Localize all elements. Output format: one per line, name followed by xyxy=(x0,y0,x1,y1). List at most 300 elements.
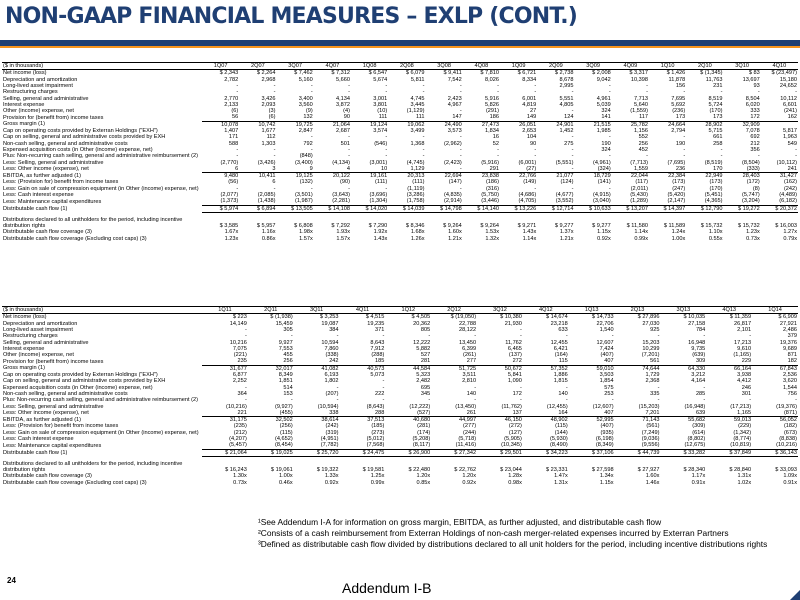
period-header: 1Q08 xyxy=(351,63,388,70)
cell-value: (9,556) xyxy=(641,442,660,449)
row-label: Less: Cash interest expense xyxy=(3,435,74,442)
cell-value: (5,905) xyxy=(504,435,522,442)
cell-value: 0.85x xyxy=(416,479,431,486)
footnote-3: ³Defined as distributable cash flow divided by distributions declared to all unit holders for the period, including incentive distributions rights xyxy=(258,539,768,549)
cell-value: - xyxy=(608,89,611,96)
cell-value: (162) xyxy=(783,179,797,186)
row-label: Cap on selling, general and administrative costs provided by EXH xyxy=(3,134,166,141)
row-label: Selling, general and administrative xyxy=(3,95,89,102)
cell-value: - xyxy=(428,397,431,404)
page-title: NON-GAAP FINANCIAL MEASURES – EXLP (CONT.) xyxy=(5,4,578,29)
cell-value: - xyxy=(683,89,686,96)
cell-value: (281) xyxy=(417,423,431,430)
cell-value: 7,860 xyxy=(324,345,339,352)
cell-value: 3,400 xyxy=(298,95,313,102)
cell-value: 15,180 xyxy=(779,76,797,83)
cell-value: 67,843 xyxy=(752,365,798,372)
cell-value: (1,373) xyxy=(220,198,239,205)
cell-value: 22,706 xyxy=(596,320,614,327)
cell-value: - xyxy=(657,397,660,404)
cell-value: 3,573 xyxy=(447,128,462,135)
cell-value: - xyxy=(534,146,537,153)
cell-value: - xyxy=(608,134,611,141)
cell-value: 0.73x xyxy=(233,479,247,486)
row-label: Gross margin (1) xyxy=(3,121,45,128)
cell-value: (235) xyxy=(233,423,247,430)
addendum-label: Addendum I-B xyxy=(342,580,432,596)
cell-value: $ 33,282 xyxy=(660,449,706,456)
period-header: 4Q09 xyxy=(612,63,649,70)
financial-table-2007-2010 xyxy=(2,62,798,242)
period-header: 4Q08 xyxy=(463,63,500,70)
cell-value: - xyxy=(244,326,247,333)
row-label: Interest expense xyxy=(3,101,45,108)
cell-value: $ 7,810 xyxy=(480,70,499,77)
cell-value: (173) xyxy=(672,179,686,186)
cell-value: 8,026 xyxy=(485,76,499,83)
cell-value: (848) xyxy=(299,153,313,160)
cell-value: 12,455 xyxy=(550,339,568,346)
period-header: 3Q11 xyxy=(294,307,340,314)
cell-value: 2,133 xyxy=(224,101,239,108)
period-header: 3Q07 xyxy=(277,63,314,70)
cell-value: $ 21,064 xyxy=(202,449,248,456)
cell-value: 527 xyxy=(420,352,431,359)
cell-value: - xyxy=(683,153,686,160)
cell-value: 51,725 xyxy=(431,365,477,372)
cell-value: - xyxy=(422,82,425,89)
cell-value: 9 xyxy=(309,165,313,172)
cell-value: $ 14,108 xyxy=(314,205,351,212)
cell-value: - xyxy=(273,89,276,96)
cell-value: (673) xyxy=(783,429,797,436)
cell-value: 661 xyxy=(713,134,723,141)
cell-value: (5,457) xyxy=(229,442,247,449)
row-label: Cap on selling, general and administrative costs provided by EXH xyxy=(3,378,166,385)
cell-value: (10,819) xyxy=(730,442,752,449)
cell-value: (212) xyxy=(233,429,247,436)
cell-value: 22,384 xyxy=(649,173,686,180)
cell-value: 575 xyxy=(604,384,614,391)
cell-value: 241 xyxy=(787,165,797,172)
table-row xyxy=(2,442,798,449)
cell-value: 792 xyxy=(303,140,313,147)
cell-value: 364 xyxy=(237,390,247,397)
table-row xyxy=(2,236,798,242)
cell-value: - xyxy=(657,384,660,391)
cell-value: - xyxy=(348,89,350,96)
cell-value: (12,222) xyxy=(409,403,431,410)
row-label: Distributable cash flow coverage (Excluding cost caps) (3) xyxy=(3,235,147,242)
period-header: 4Q07 xyxy=(314,63,351,70)
cell-value: 291 xyxy=(489,165,499,172)
row-label: Plus: Non-recurring cash selling, general and administrative reimbursement (2) xyxy=(3,153,198,160)
row-label: Non-cash selling, general and administrative costs xyxy=(3,140,128,147)
cell-value: 1,802 xyxy=(324,378,339,385)
cell-value: 1,090 xyxy=(507,378,522,385)
cell-value: 407 xyxy=(604,409,614,416)
cell-value: - xyxy=(459,146,462,153)
cell-value: 7,201 xyxy=(645,409,660,416)
cell-value: (7,782) xyxy=(320,442,339,449)
cell-value: 5,916 xyxy=(485,95,499,102)
cell-value: - xyxy=(534,185,537,192)
cell-value: (3,286) xyxy=(406,191,425,198)
cell-value: 13,450 xyxy=(458,339,477,346)
cell-value: $ 27,342 xyxy=(431,449,477,456)
cell-value: 805 xyxy=(420,326,431,333)
cell-value: (3) xyxy=(268,108,276,115)
cell-value: 0.86x xyxy=(261,235,276,242)
cell-value: (6) xyxy=(231,108,239,115)
cell-value: 5,160 xyxy=(298,76,313,83)
cell-value: 549 xyxy=(787,140,797,147)
period-header: 3Q08 xyxy=(426,63,463,70)
period-header: 3Q09 xyxy=(575,63,612,70)
cell-value: $ 10,380 xyxy=(500,314,522,321)
cell-value: 5,882 xyxy=(416,345,431,352)
footnote-2: ²Consists of a cash reimbursement from Exterran Holdings of non-cash merger-related expenses incurred by Exterran Partners xyxy=(258,528,729,538)
table-row xyxy=(2,121,798,128)
cell-value: 4,819 xyxy=(522,101,537,108)
cell-value: 10 xyxy=(381,165,388,172)
cell-value: (5,208) xyxy=(412,435,431,442)
cell-value: 0.92x xyxy=(462,479,477,486)
cell-value: 5,724 xyxy=(708,101,723,108)
cell-value: - xyxy=(336,397,339,404)
cell-value: 8,678 xyxy=(559,76,574,83)
cell-value: 5,841 xyxy=(507,372,522,379)
cell-value: (8,490) xyxy=(550,442,568,449)
cell-value: - xyxy=(534,89,537,96)
cell-value: - xyxy=(236,82,239,89)
cell-value: 10,078 xyxy=(202,121,239,128)
cell-value: 40,680 xyxy=(385,417,431,424)
cell-value: 0.99x xyxy=(370,479,385,486)
cell-value: 124 xyxy=(564,114,574,121)
cell-value: 695 xyxy=(420,384,431,391)
cell-value: 26,817 xyxy=(734,320,752,327)
cell-value: - xyxy=(720,89,723,96)
cell-value: - xyxy=(565,333,568,340)
cell-value: (6,001) xyxy=(518,159,537,166)
cell-value: - xyxy=(459,153,462,160)
cell-value: 1.25x xyxy=(370,473,385,480)
row-label: Less: Maintenance capital expenditures xyxy=(3,442,102,449)
cell-value: (9) xyxy=(305,108,313,115)
cell-value: (3,501) xyxy=(295,191,313,198)
unit-label: ($ in thousands) xyxy=(2,63,202,70)
cell-value: $ 6,894 xyxy=(239,205,276,212)
cell-value: 1.31x xyxy=(554,479,568,486)
cell-value: 40,573 xyxy=(340,365,386,372)
cell-value: (7,713) xyxy=(630,159,648,166)
cell-value: 1,854 xyxy=(599,378,614,385)
row-label: Distributions declared to all unitholders for the period, including incentive xyxy=(3,460,183,467)
cell-value: 5,640 xyxy=(634,101,648,108)
cell-value: (185) xyxy=(371,423,385,430)
table-row xyxy=(2,205,798,212)
cell-value: 18,729 xyxy=(575,173,612,180)
cell-value: 9,735 xyxy=(691,345,706,352)
cell-value: - xyxy=(497,146,499,153)
cell-value: 25,782 xyxy=(612,121,649,128)
cell-value: 173 xyxy=(713,114,723,121)
cell-value: (5,916) xyxy=(481,159,499,166)
cell-value: 1.17x xyxy=(691,473,706,480)
row-label: Distributions declared to all unitholders for the period, including incentive xyxy=(3,216,183,223)
cell-value: (111) xyxy=(375,179,388,186)
cell-value: - xyxy=(571,165,574,172)
cell-value: $ 6,079 xyxy=(405,70,425,77)
cell-value: $ 27,598 xyxy=(591,467,614,474)
period-header: 2Q07 xyxy=(239,63,276,70)
cell-value: 285 xyxy=(695,390,706,397)
cell-value: $ 29,501 xyxy=(477,449,523,456)
row-label: Depreciation and amortization xyxy=(3,76,78,83)
cell-value: (1,559) xyxy=(630,108,648,115)
cell-value: - xyxy=(520,333,522,340)
cell-value: - xyxy=(749,333,752,340)
row-label: Long-lived asset impairment xyxy=(3,82,73,89)
cell-value: 74,644 xyxy=(615,365,661,372)
cell-value: 1.32x xyxy=(485,235,499,242)
cell-value: - xyxy=(474,333,477,340)
cell-value: (2,423) xyxy=(444,159,462,166)
cell-value: 132 xyxy=(303,114,313,121)
cell-value: 1.02x xyxy=(737,479,752,486)
cell-value: $ 9,411 xyxy=(443,70,462,77)
cell-value: 1.28x xyxy=(508,473,522,480)
row-label: Restructuring charges xyxy=(3,333,58,340)
cell-value: 171 xyxy=(228,134,239,141)
cell-value: 19,062 xyxy=(388,121,425,128)
cell-value: - xyxy=(385,89,388,96)
table-row xyxy=(2,410,798,417)
row-label: distribution rights xyxy=(3,467,46,474)
cell-value: - xyxy=(382,378,385,385)
cell-value: $ 13,207 xyxy=(612,205,649,212)
cell-value: 1,985 xyxy=(596,128,611,135)
cell-value: - xyxy=(795,397,797,404)
cell-value: - xyxy=(236,153,239,160)
cell-value: 6 xyxy=(272,179,276,186)
cell-value: - xyxy=(273,153,276,160)
cell-value: 44,584 xyxy=(385,365,431,372)
row-label: Distributable cash flow (1) xyxy=(3,205,68,212)
cell-value: (241) xyxy=(783,108,797,115)
cell-value: 371 xyxy=(375,326,385,333)
cell-value: (6,182) xyxy=(779,198,797,205)
cell-value: 2,847 xyxy=(298,128,313,135)
cell-value: - xyxy=(720,146,723,153)
cell-value: $ 33,093 xyxy=(775,467,797,474)
cell-value: (242) xyxy=(783,185,797,192)
cell-value: $ 20,372 xyxy=(761,205,798,212)
cell-value: 59,010 xyxy=(569,365,615,372)
cell-value: $ 14,140 xyxy=(463,205,500,212)
cell-value: (10,345) xyxy=(501,442,522,449)
row-label: EBITDA, as further adjusted (1) xyxy=(3,172,82,179)
cell-value: (3,426) xyxy=(257,159,276,166)
cell-value: $ (19,050) xyxy=(450,314,477,321)
cell-value: 7,542 xyxy=(447,76,462,83)
cell-value: 4,805 xyxy=(559,101,574,108)
cell-value: 23,838 xyxy=(463,173,500,180)
cell-value: - xyxy=(236,89,239,96)
cell-value: (1,119) xyxy=(407,185,425,192)
cell-value: (7,695) xyxy=(667,159,686,166)
cell-value: $ 9,277 xyxy=(554,223,574,230)
cell-value: 56 xyxy=(232,114,239,121)
cell-value: 93 xyxy=(753,82,760,89)
cell-value: (10,216) xyxy=(226,403,247,410)
cell-value: 1.00x xyxy=(279,473,293,480)
row-label: Restructuring charges xyxy=(3,89,58,96)
cell-value: 5,817 xyxy=(783,128,797,135)
cell-value: - xyxy=(244,397,247,404)
cell-value: $ 14,674 xyxy=(545,314,568,321)
cell-value: 212 xyxy=(750,140,760,147)
cell-value: $ 14,397 xyxy=(649,205,686,212)
cell-value: $ 22,480 xyxy=(408,467,431,474)
cell-value: (2,962) xyxy=(444,140,462,147)
cell-value: (273) xyxy=(371,429,385,436)
cell-value: (2,085) xyxy=(257,191,276,198)
cell-value: 16 xyxy=(492,134,499,141)
cell-value: 149 xyxy=(526,114,537,121)
cell-value: 48,902 xyxy=(523,417,569,424)
cell-value: $ 7,312 xyxy=(331,70,350,77)
cell-value: 0.55x xyxy=(708,235,723,242)
cell-value: 31,175 xyxy=(202,417,248,424)
cell-value: 2,093 xyxy=(261,101,276,108)
cell-value: - xyxy=(646,89,648,96)
row-label: Distributable cash flow (1) xyxy=(3,449,68,456)
cell-value: - xyxy=(703,333,706,340)
cell-value: $ 6,808 xyxy=(294,223,313,230)
cell-value: 514 xyxy=(283,384,293,391)
cell-value: - xyxy=(236,146,239,153)
cell-value: - xyxy=(348,82,350,89)
cell-value: 19,125 xyxy=(277,173,314,180)
cell-value: - xyxy=(385,153,388,160)
cell-value: $ 28,340 xyxy=(683,467,706,474)
cell-value: (1,129) xyxy=(406,108,425,115)
cell-value: (4,677) xyxy=(555,191,574,198)
cell-value: 222 xyxy=(375,390,385,397)
row-label: Distributable cash flow coverage (Excluding cost caps) (3) xyxy=(3,479,147,486)
cell-value: 22,949 xyxy=(686,173,723,180)
cell-value: 16,948 xyxy=(688,339,706,346)
cell-value: - xyxy=(497,89,499,96)
cell-value: - xyxy=(757,153,760,160)
cell-value: 3,445 xyxy=(410,101,425,108)
cell-value: 8,519 xyxy=(708,95,723,102)
table-row xyxy=(2,198,798,205)
period-header: 1Q12 xyxy=(385,307,431,314)
cell-value: 1.15x xyxy=(597,229,611,236)
cell-value: (127) xyxy=(508,429,522,436)
cell-value: - xyxy=(497,82,499,89)
cell-value: 8,504 xyxy=(745,95,760,102)
cell-value: - xyxy=(520,397,522,404)
cell-value: (871) xyxy=(783,409,797,416)
cell-value: 2,968 xyxy=(261,76,276,83)
cell-value: - xyxy=(565,397,568,404)
cell-value: (3,204) xyxy=(742,198,760,205)
cell-value: - xyxy=(428,333,431,340)
table-row xyxy=(2,314,798,321)
row-label: Less: Selling, general and administrative xyxy=(3,159,104,166)
cell-value: 7,713 xyxy=(634,95,648,102)
title-accent-rule xyxy=(0,46,800,48)
cell-value: $ 3,585 xyxy=(219,223,239,230)
cell-value: (1,165) xyxy=(733,352,752,359)
cell-value: (4,915) xyxy=(593,191,611,198)
cell-value: 50,672 xyxy=(477,365,523,372)
cell-value: $ 14,039 xyxy=(388,205,425,212)
cell-value: 324 xyxy=(601,146,611,153)
cell-value: 28,902 xyxy=(686,121,723,128)
cell-value: (8,838) xyxy=(779,435,797,442)
cell-value: 9,689 xyxy=(783,345,797,352)
cell-value: - xyxy=(310,89,313,96)
cell-value: 164 xyxy=(558,409,568,416)
cell-value: - xyxy=(348,153,350,160)
cell-value: - xyxy=(348,134,350,141)
table-row xyxy=(2,365,798,372)
cell-value: 59,013 xyxy=(706,417,752,424)
cell-value: 1.30x xyxy=(233,473,247,480)
cell-value: 253 xyxy=(604,390,614,397)
cell-value: 10,112 xyxy=(780,95,797,102)
cell-value: 4,967 xyxy=(447,101,462,108)
cell-value: - xyxy=(571,89,574,96)
cell-value: $ 7,292 xyxy=(331,223,350,230)
cell-value: $ 2,343 xyxy=(219,70,239,77)
cell-value: $ 19,061 xyxy=(270,467,293,474)
cell-value: 0.98x xyxy=(508,479,522,486)
cell-value: 1,129 xyxy=(410,165,425,172)
cell-value: 1,452 xyxy=(559,128,574,135)
cell-value: - xyxy=(474,397,477,404)
cell-value: (3,040) xyxy=(593,198,611,205)
cell-value: 4,961 xyxy=(596,95,611,102)
cell-value: 190 xyxy=(675,140,686,147)
table-row xyxy=(2,449,798,456)
cell-value: 1,886 xyxy=(553,372,568,379)
cell-value: 22,694 xyxy=(426,173,463,180)
cell-value: 0.91x xyxy=(783,479,797,486)
cell-value: 561 xyxy=(650,358,660,365)
cell-value: (261) xyxy=(463,352,477,359)
cell-value: (4,961) xyxy=(593,159,611,166)
cell-value: (10,216) xyxy=(776,442,797,449)
cell-value: 5,039 xyxy=(596,101,611,108)
cell-value: 0.46x xyxy=(279,479,293,486)
cell-value: 1.24x xyxy=(671,229,686,236)
cell-value: 7,912 xyxy=(370,345,385,352)
cell-value: $ 27,896 xyxy=(637,314,660,321)
period-header: 4Q11 xyxy=(340,307,386,314)
cell-value: $ 23,044 xyxy=(500,467,522,474)
period-header: 2Q12 xyxy=(431,307,477,314)
cell-value: 20,362 xyxy=(413,320,431,327)
cell-value: 1.98x xyxy=(299,229,313,236)
cell-value: (2,281) xyxy=(332,198,350,205)
table-row xyxy=(2,173,798,180)
